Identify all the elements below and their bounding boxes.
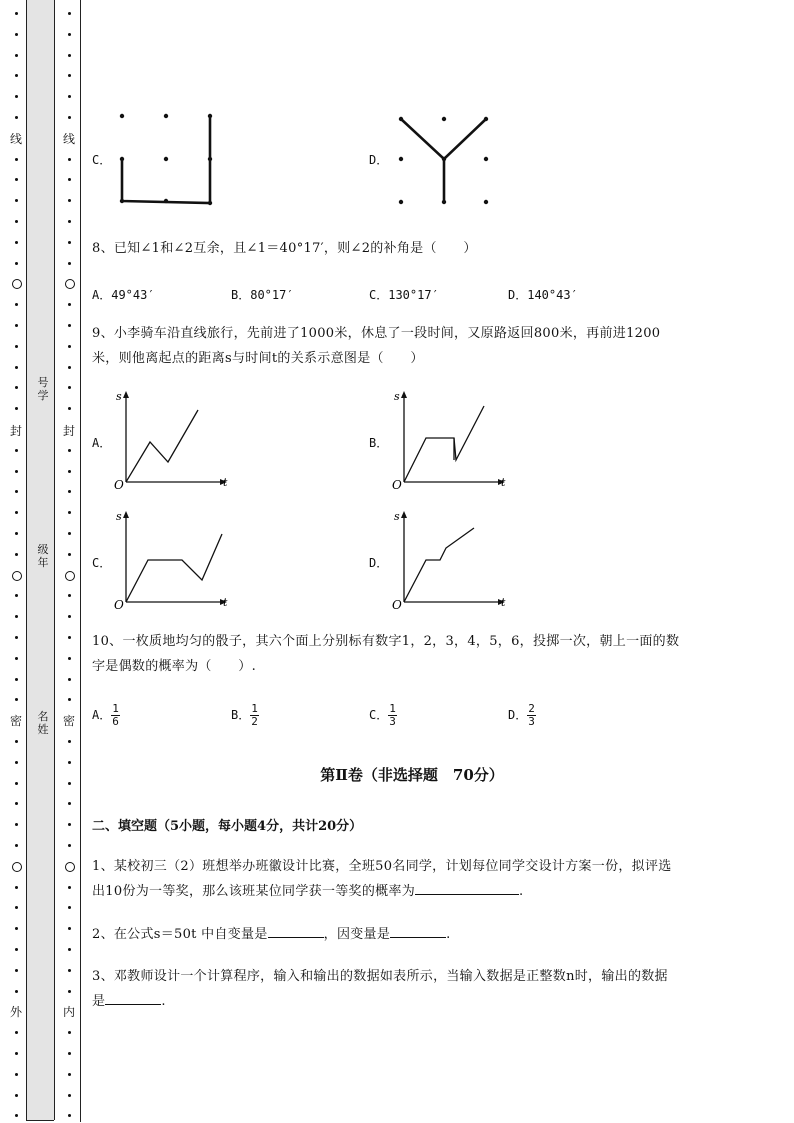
q10-option-b-label: B． <box>231 708 251 722</box>
binding-dot <box>68 1094 71 1097</box>
q7-option-d-figure <box>392 110 496 210</box>
binding-ring-mark <box>12 279 22 289</box>
binding-dot <box>15 678 18 681</box>
q8-stem: 8、已知∠1和∠2互余，且∠1＝40°17′，则∠2的补角是（ ） <box>92 241 477 256</box>
inner-label-xian: 线 <box>62 132 75 146</box>
binding-ring-mark <box>12 571 22 581</box>
binding-dot <box>68 886 71 889</box>
q9-option-d-label: D． <box>369 556 389 570</box>
binding-dot <box>68 906 71 909</box>
binding-dot <box>15 74 18 77</box>
q9-stem-line2: 米，则他离起点的距离s与时间t的关系示意图是（ ） <box>92 351 424 366</box>
binding-dot <box>68 969 71 972</box>
binding-dot <box>15 553 18 556</box>
binding-dot <box>68 823 71 826</box>
binding-dot <box>68 178 71 181</box>
binding-dot <box>15 199 18 202</box>
binding-dot <box>15 407 18 410</box>
q10-option-c <box>369 703 397 728</box>
binding-dot <box>68 74 71 77</box>
outer-label-xian: 线 <box>9 132 22 146</box>
binding-dot <box>15 594 18 597</box>
binding-dot <box>68 303 71 306</box>
fill2-dependent-blank[interactable] <box>390 923 446 938</box>
binding-ring-mark <box>12 862 22 872</box>
q9-graph-a-x-label: t <box>223 476 228 489</box>
q9-graph-c-origin: O <box>114 598 124 612</box>
binding-dot <box>68 241 71 244</box>
q10-option-d-fraction: $\frac{2}{3}$ <box>528 702 535 728</box>
fill1-line1: 1、某校初三（2）班想举办班徽设计比赛，全班50名同学，计划每位同学交设计方案一份，拟评选 <box>92 859 672 874</box>
outer-label-feng: 封 <box>9 424 22 438</box>
outer-label-wai: 外 <box>9 1005 22 1019</box>
student-number-label: 号学 <box>37 376 49 402</box>
inner-label-feng: 封 <box>62 424 75 438</box>
binding-dot <box>15 262 18 265</box>
binding-dot <box>15 1073 18 1076</box>
q10-stem-line2: 字是偶数的概率为（ ）. <box>92 659 257 674</box>
part2-title: 第Ⅱ卷（非选择题 70分） <box>320 766 504 784</box>
binding-dot <box>68 386 71 389</box>
binding-dot <box>68 95 71 98</box>
binding-dot <box>68 470 71 473</box>
q9-graph-b-y-label: s <box>394 390 400 403</box>
binding-dot <box>68 1073 71 1076</box>
name-label: 名姓 <box>37 710 49 736</box>
q9-graph-c <box>112 508 234 612</box>
binding-dot <box>68 698 71 701</box>
binding-dot <box>15 782 18 785</box>
binding-dot <box>68 927 71 930</box>
fill2-line: 2、在公式s＝50t 中自变量是 ，因变量是 . <box>92 923 451 947</box>
binding-dot <box>68 12 71 15</box>
inner-label-nei: 内 <box>62 1005 75 1019</box>
binding-dot <box>15 449 18 452</box>
q9-graph-d-y-label: s <box>394 510 400 523</box>
binding-dot <box>68 802 71 805</box>
binding-dot <box>68 54 71 57</box>
binding-dot <box>68 324 71 327</box>
binding-dot <box>15 511 18 514</box>
q10-option-a-label: A． <box>92 708 112 722</box>
binding-dot <box>15 1094 18 1097</box>
binding-dot <box>15 906 18 909</box>
fill3-line2: 是 . <box>92 990 166 1014</box>
binding-ring-mark <box>65 862 75 872</box>
q8-option-d: D．140°43′ <box>508 288 578 302</box>
binding-dot <box>68 532 71 535</box>
binding-dot <box>68 553 71 556</box>
binding-inner-line <box>80 0 81 1122</box>
binding-dot <box>15 33 18 36</box>
q10-option-c-label: C． <box>369 708 389 722</box>
binding-dot <box>68 220 71 223</box>
binding-dot <box>68 490 71 493</box>
q10-option-b-fraction: $\frac{1}{2}$ <box>251 702 258 728</box>
q9-graph-a-origin: O <box>114 478 124 492</box>
binding-dot <box>15 615 18 618</box>
binding-dot <box>15 740 18 743</box>
q9-graph-c-y-label: s <box>116 510 122 523</box>
binding-dot <box>15 948 18 951</box>
binding-dot <box>15 303 18 306</box>
q9-graph-a <box>112 388 234 492</box>
binding-dot <box>15 178 18 181</box>
fill3-line1: 3、邓教师设计一个计算程序，输入和输出的数据如表所示，当输入数据是正整数n时，输出的数据 <box>92 969 668 984</box>
outer-label-mi: 密 <box>9 714 22 728</box>
q9-graph-c-x-label: t <box>223 596 228 609</box>
q10-stem-line1: 10、一枚质地均匀的骰子，其六个面上分别标有数字1，2，3，4，5，6，投掷一次，朝上一面的数 <box>92 634 680 649</box>
q10-option-d-label: D． <box>508 708 528 722</box>
q9-graph-d-x-label: t <box>501 596 506 609</box>
binding-dot <box>15 241 18 244</box>
binding-dot <box>68 345 71 348</box>
binding-dot <box>68 366 71 369</box>
binding-dot <box>68 1052 71 1055</box>
binding-dot <box>15 324 18 327</box>
binding-dot <box>68 1031 71 1034</box>
binding-dot <box>68 740 71 743</box>
binding-dot <box>15 532 18 535</box>
q9-option-c-label: C． <box>92 556 112 570</box>
q7-option-c-figure <box>114 110 218 210</box>
binding-dot <box>15 1052 18 1055</box>
binding-dot <box>15 698 18 701</box>
binding-dot <box>15 95 18 98</box>
q8-option-c: C．130°17′ <box>369 288 439 302</box>
q10-option-c-fraction: $\frac{1}{3}$ <box>389 702 396 728</box>
q9-graph-b <box>390 388 512 492</box>
binding-dot <box>15 116 18 119</box>
binding-dot <box>68 948 71 951</box>
binding-dot <box>68 158 71 161</box>
fill1-line2: 出10份为一等奖，那么该班某位同学获一等奖的概率为 . <box>92 880 523 904</box>
binding-dot <box>68 262 71 265</box>
binding-dot <box>15 636 18 639</box>
binding-dot <box>15 844 18 847</box>
binding-dot <box>15 823 18 826</box>
binding-margin <box>0 0 84 1123</box>
binding-dot <box>68 199 71 202</box>
binding-ring-mark <box>65 571 75 581</box>
q9-graph-d <box>390 508 512 612</box>
q8-option-b: B．80°17′ <box>231 288 294 302</box>
binding-dot <box>68 615 71 618</box>
fill2-independent-blank[interactable] <box>268 923 324 938</box>
binding-dot <box>68 761 71 764</box>
binding-dot <box>15 470 18 473</box>
fill1-answer-blank[interactable] <box>415 880 519 895</box>
binding-dot <box>15 220 18 223</box>
binding-bottom-line <box>26 1120 54 1121</box>
binding-dot <box>15 158 18 161</box>
binding-dot <box>68 594 71 597</box>
section2-heading: 二、填空题（5小题，每小题4分，共计20分） <box>92 819 363 834</box>
binding-dot <box>15 12 18 15</box>
binding-dot <box>68 449 71 452</box>
binding-dot <box>15 802 18 805</box>
q8-option-a: A．49°43′ <box>92 288 155 302</box>
binding-dot <box>15 386 18 389</box>
q7-option-c-label: C． <box>92 153 112 167</box>
binding-dot <box>68 116 71 119</box>
q9-stem-line1: 9、小李骑车沿直线旅行，先前进了1000米，休息了一段时间，又原路返回800米，再前进1200 <box>92 326 661 341</box>
binding-dot <box>15 927 18 930</box>
binding-dot <box>68 407 71 410</box>
q9-graph-b-origin: O <box>392 478 402 492</box>
binding-dot <box>15 969 18 972</box>
grade-label: 级年 <box>37 543 49 569</box>
binding-dot <box>15 345 18 348</box>
q9-graph-a-y-label: s <box>116 390 122 403</box>
binding-dot <box>15 886 18 889</box>
binding-dot <box>15 1114 18 1117</box>
q10-option-d <box>508 703 536 728</box>
binding-dot <box>68 990 71 993</box>
binding-dot <box>15 990 18 993</box>
binding-dot <box>68 511 71 514</box>
binding-dot <box>68 636 71 639</box>
binding-ring-mark <box>65 279 75 289</box>
binding-dot <box>15 54 18 57</box>
binding-dot <box>15 1031 18 1034</box>
q9-option-a-label: A． <box>92 436 112 450</box>
q9-graph-d-origin: O <box>392 598 402 612</box>
binding-dot <box>68 678 71 681</box>
binding-dot <box>68 1114 71 1117</box>
q10-option-b <box>231 703 259 728</box>
q9-option-b-label: B． <box>369 436 389 450</box>
binding-dot <box>68 33 71 36</box>
q10-option-a-fraction: $\frac{1}{6}$ <box>112 702 119 728</box>
inner-label-mi: 密 <box>62 714 75 728</box>
binding-dot <box>15 366 18 369</box>
q9-graph-b-x-label: t <box>501 476 506 489</box>
binding-dot <box>68 657 71 660</box>
binding-dot <box>15 761 18 764</box>
binding-dot <box>68 782 71 785</box>
fill3-answer-blank[interactable] <box>105 990 161 1005</box>
q10-option-a <box>92 703 120 728</box>
binding-dot <box>15 490 18 493</box>
binding-dot <box>68 844 71 847</box>
q7-option-d-label: D． <box>369 153 389 167</box>
binding-dot <box>15 657 18 660</box>
